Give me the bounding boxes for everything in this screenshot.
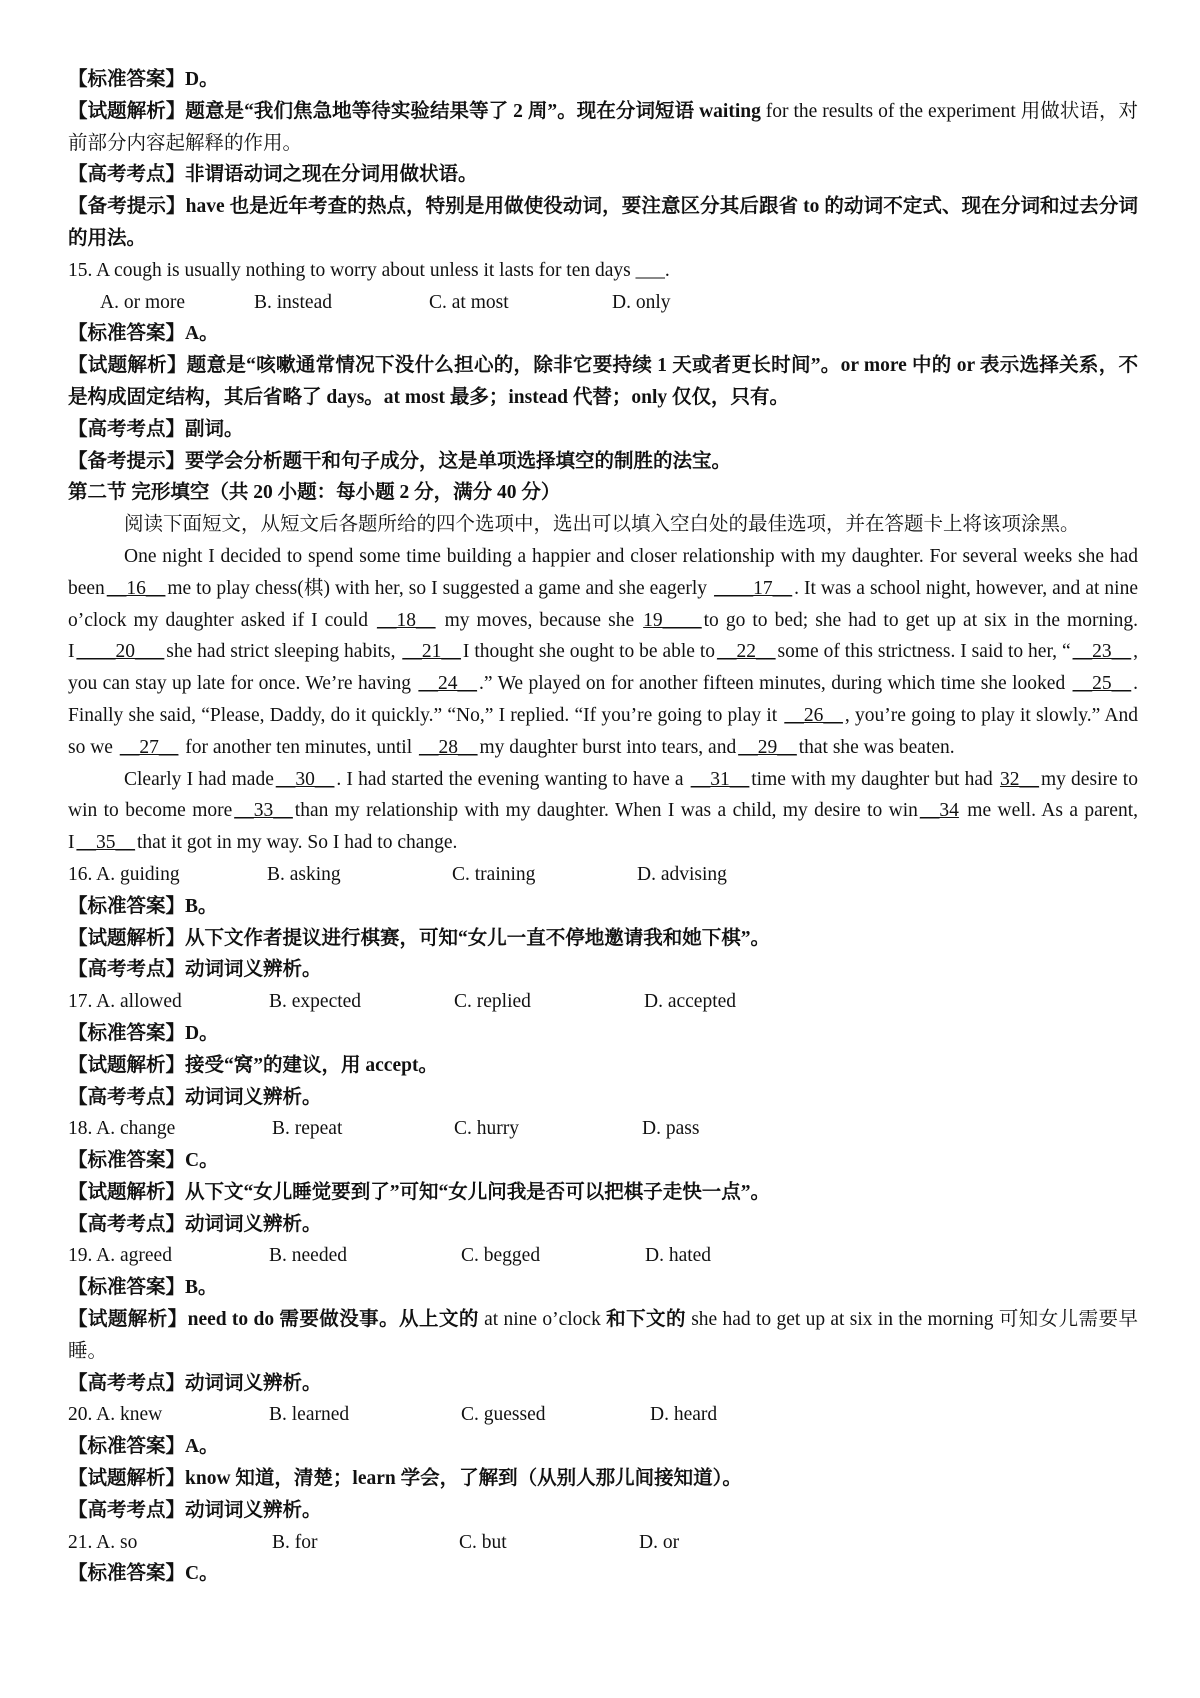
passage-text: , you can stay up late for once. We’re having (68, 641, 1139, 695)
q16-analysis (68, 923, 1138, 955)
q19-analysis-text-b: at nine o’clock (478, 1309, 607, 1331)
q20-answer-line (68, 1431, 1138, 1463)
passage-text: time with my daughter but had (751, 768, 998, 790)
q16-point (68, 954, 1138, 986)
q20-analysis (68, 1463, 1138, 1495)
q21-answer: C。 (185, 1563, 219, 1585)
q21-option-d: D. or (639, 1531, 680, 1553)
passage-text: I thought she ought to be able to (462, 641, 716, 663)
blank-19: 19____ (643, 609, 702, 631)
point-tag: 【高考考点】 (68, 418, 186, 440)
q18-answer-line (68, 1145, 1138, 1177)
q17-option-b: B. expected (269, 991, 362, 1013)
passage-paragraph-2 (68, 764, 1138, 859)
q15-option-b: B. instead (254, 291, 332, 313)
passage-text: than my relationship with my daughter. When I was a child, my desire to win (294, 800, 918, 822)
q19-option-d: D. hated (645, 1245, 712, 1267)
blank-23: __23__ (1072, 641, 1132, 663)
blank-27: __27__ (119, 736, 179, 758)
q15-answer: A。 (185, 323, 219, 345)
q14-tip (68, 191, 1138, 255)
q19-option-c: C. begged (461, 1245, 541, 1267)
q15-stem: 15. A cough is usually nothing to worry about unless it lasts for ten days ___. (68, 259, 670, 281)
q19-option-b: B. needed (269, 1245, 347, 1267)
q20-option-b: B. learned (269, 1404, 350, 1426)
q15-answer-line (68, 318, 1138, 350)
q14-tip-text: have 也是近年考查的热点，特别是用做使役动词，要注意区分其后跟省 to 的动词不定式、现在分词和过去分词的用法。 (68, 196, 1138, 249)
passage-text: to go to bed; she had to get up at six in the morning. I (68, 609, 1138, 663)
section-title: 第二节 完形填空（共 20 小题：每小题 2 分，满分 40 分） (68, 482, 561, 504)
q17-answer-line (68, 1018, 1138, 1050)
q15-option-c: C. at most (429, 291, 509, 313)
q15-options (68, 287, 1138, 319)
passage-text: that it got in my way. So I had to change. (137, 832, 458, 854)
q20-point-text: 动词词义辨析。 (185, 1499, 322, 1521)
blank-29: __29__ (738, 736, 797, 758)
q20-option-d: D. heard (650, 1404, 718, 1426)
passage-text: for another ten minutes, until (180, 736, 417, 758)
analysis-tag: 【试题解析】 (68, 355, 187, 377)
answer-tag: 【标准答案】 (68, 69, 186, 90)
q17-analysis (68, 1050, 1138, 1082)
q17-option-a: 17. A. allowed (68, 991, 182, 1013)
q16-option-b: B. asking (267, 863, 341, 885)
q16-answer-line (68, 891, 1138, 923)
passage-text: she had strict sleeping habits, (166, 641, 401, 663)
q19-analysis-text-e: 可知女儿需要早睡。 (68, 1309, 1138, 1362)
passage-text: me to play chess(棋) with her, so I suggested a game and she eagerly (167, 577, 713, 599)
blank-16: __16__ (106, 577, 166, 599)
passage-text: my desire to win to become more (68, 768, 1138, 822)
blank-28: __28__ (419, 736, 478, 758)
passage-text: that she was beaten. (798, 736, 955, 758)
passage-text: me well. As a parent, I (68, 800, 1138, 854)
q16-option-d: D. advising (637, 863, 727, 885)
passage-text: , you’re going to play it slowly.” And so we (68, 704, 1138, 758)
q16-option-a: 16. A. guiding (68, 863, 180, 885)
analysis-tag: 【试题解析】 (68, 1468, 186, 1490)
passage-text: One night I decided to spend some time building a happier and closer relationship with my daughter. For several weeks she had been (68, 545, 1138, 599)
q15-analysis (68, 350, 1138, 414)
passage-text: my daughter burst into tears, and (479, 736, 737, 758)
q17-options (68, 986, 1138, 1018)
q19-answer-line (68, 1272, 1138, 1304)
q14-analysis (68, 96, 1138, 160)
q18-option-d: D. pass (642, 1118, 700, 1140)
q15-tip (68, 446, 1138, 478)
answer-tag: 【标准答案】 (68, 895, 186, 917)
point-tag: 【高考考点】 (68, 1086, 186, 1108)
q20-point (68, 1495, 1138, 1527)
q17-option-c: C. replied (454, 991, 531, 1013)
passage-text: some of this strictness. I said to her, “ (777, 641, 1071, 663)
blank-30: __30__ (275, 768, 335, 790)
q18-options (68, 1113, 1138, 1145)
passage-text: .” We played on for another fifteen minutes, during which time she looked (478, 673, 1071, 695)
q16-option-c: C. training (452, 863, 536, 885)
q15-tip-text: 要学会分析题干和句子成分，这是单项选择填空的制胜的法宝。 (185, 450, 732, 472)
q20-option-c: C. guessed (461, 1404, 546, 1426)
q16-answer: B。 (185, 895, 218, 917)
q17-analysis-text: 接受“窝”的建议，用 accept。 (185, 1054, 438, 1076)
q16-analysis-text: 从下文作者提议进行棋赛，可知“女儿一直不停地邀请我和她下棋”。 (185, 927, 771, 949)
q18-point-text: 动词词义辨析。 (185, 1213, 322, 1235)
answer-tag: 【标准答案】 (68, 1150, 186, 1172)
passage-text: . It was a school night, however, and at nine o’clock my daughter asked if I could (68, 577, 1139, 631)
passage-text: Clearly I had made (124, 768, 274, 790)
analysis-tag: 【试题解析】 (68, 927, 186, 949)
q19-analysis (68, 1304, 1138, 1368)
tip-tag: 【备考提示】 (68, 196, 186, 218)
q19-answer: B。 (185, 1277, 218, 1299)
q16-point-text: 动词词义辨析。 (185, 959, 322, 981)
section-instruction: 阅读下面短文，从短文后各题所给的四个选项中，选出可以填入空白处的最佳选项，并在答题卡上将该项涂黑。 (124, 514, 1080, 536)
q14-point-text: 非谓语动词之现在分词用做状语。 (185, 164, 478, 186)
q20-options (68, 1399, 1138, 1431)
q19-analysis-text-d: she had to get up at six in the morning (685, 1309, 999, 1331)
q19-options (68, 1240, 1138, 1272)
answer-tag: 【标准答案】 (68, 1277, 186, 1299)
q17-point-text: 动词词义辨析。 (185, 1086, 322, 1108)
analysis-tag: 【试题解析】 (68, 1309, 188, 1331)
q18-option-b: B. repeat (272, 1118, 343, 1140)
answer-tag: 【标准答案】 (68, 323, 186, 345)
q17-option-d: D. accepted (644, 991, 737, 1013)
q20-analysis-text: know 知道，清楚；learn 学会，了解到（从别人那儿间接知道）。 (185, 1468, 742, 1490)
q15-point-text: 副词。 (185, 418, 244, 440)
point-tag: 【高考考点】 (68, 1499, 186, 1521)
analysis-tag: 【试题解析】 (68, 1054, 186, 1076)
answer-tag: 【标准答案】 (68, 1436, 186, 1458)
q21-option-c: C. but (459, 1531, 507, 1553)
blank-34: __34 (919, 800, 959, 822)
q18-point (68, 1209, 1138, 1241)
blank-17: ____17__ (714, 577, 793, 599)
blank-21: __21__ (402, 641, 461, 663)
q18-analysis-text: 从下文“女儿睡觉要到了”可知“女儿问我是否可以把棋子走快一点”。 (185, 1181, 771, 1203)
q19-analysis-text-a: need to do 需要做没事。从上文的 (187, 1309, 479, 1331)
answer-tag: 【标准答案】 (68, 1022, 186, 1044)
q14-analysis-text-b: for the results of the experiment (760, 100, 1021, 122)
blank-20: ____20___ (76, 641, 165, 663)
blank-25: __25__ (1072, 673, 1132, 695)
tip-tag: 【备考提示】 (68, 450, 186, 472)
q17-point (68, 1082, 1138, 1114)
q14-answer: D。 (185, 69, 219, 90)
q15-analysis-text: 题意是“咳嗽通常情况下没什么担心的，除非它要持续 1 天或者更长时间”。or more 中的 or 表示选择关系，不是构成固定结构，其后省略了 days。at most 最多；instead 代替；only 仅仅，只有。 (68, 355, 1138, 408)
blank-33: __33__ (234, 800, 293, 822)
q20-option-a: 20. A. knew (68, 1404, 163, 1426)
q21-option-a: 21. A. so (68, 1531, 138, 1553)
point-tag: 【高考考点】 (68, 959, 186, 981)
q14-analysis-text-c: 用做状语，对前部分内容起解释的作用。 (68, 100, 1139, 154)
q19-analysis-text-c: 和下文的 (606, 1309, 686, 1331)
passage-text: . Finally she said, “Please, Daddy, do it quickly.” “No,” I replied. “If you’re going to play it (68, 673, 1138, 726)
blank-18: __18__ (377, 609, 436, 631)
passage-paragraph-1 (68, 541, 1138, 764)
blank-26: __26__ (784, 704, 843, 726)
q19-point-text: 动词词义辨析。 (185, 1372, 322, 1394)
point-tag: 【高考考点】 (68, 1213, 186, 1235)
point-tag: 【高考考点】 (68, 1372, 186, 1394)
q17-answer: D。 (185, 1022, 219, 1044)
q19-option-a: 19. A. agreed (68, 1245, 172, 1267)
point-tag: 【高考考点】 (68, 164, 186, 186)
q21-option-b: B. for (272, 1531, 318, 1553)
q18-option-c: C. hurry (454, 1118, 519, 1140)
q14-point (68, 159, 1138, 191)
q14-analysis-text-a: 题意是“我们焦急地等待实验结果等了 2 周”。现在分词短语 waiting (185, 100, 761, 122)
q15-option-d: D. only (612, 291, 671, 313)
q14-answer-line (68, 64, 1138, 96)
q15-point (68, 414, 1138, 446)
q18-answer: C。 (185, 1150, 219, 1172)
q16-options (68, 859, 1138, 891)
q15-option-a: A. or more (100, 291, 186, 313)
analysis-tag: 【试题解析】 (68, 100, 186, 122)
passage-text: my moves, because she (437, 609, 642, 631)
blank-22: __22__ (717, 641, 776, 663)
q20-answer: A。 (185, 1436, 219, 1458)
q21-options (68, 1527, 1138, 1559)
q18-option-a: 18. A. change (68, 1118, 176, 1140)
q21-answer-line (68, 1558, 1138, 1590)
passage-text: . I had started the evening wanting to have a (336, 768, 689, 790)
blank-24: __24__ (418, 673, 477, 695)
blank-31: __31__ (690, 768, 750, 790)
q19-point (68, 1368, 1138, 1400)
blank-35: __35__ (76, 832, 135, 854)
answer-tag: 【标准答案】 (68, 1563, 186, 1585)
blank-32: 32__ (999, 768, 1039, 790)
analysis-tag: 【试题解析】 (68, 1181, 186, 1203)
q18-analysis (68, 1177, 1138, 1209)
